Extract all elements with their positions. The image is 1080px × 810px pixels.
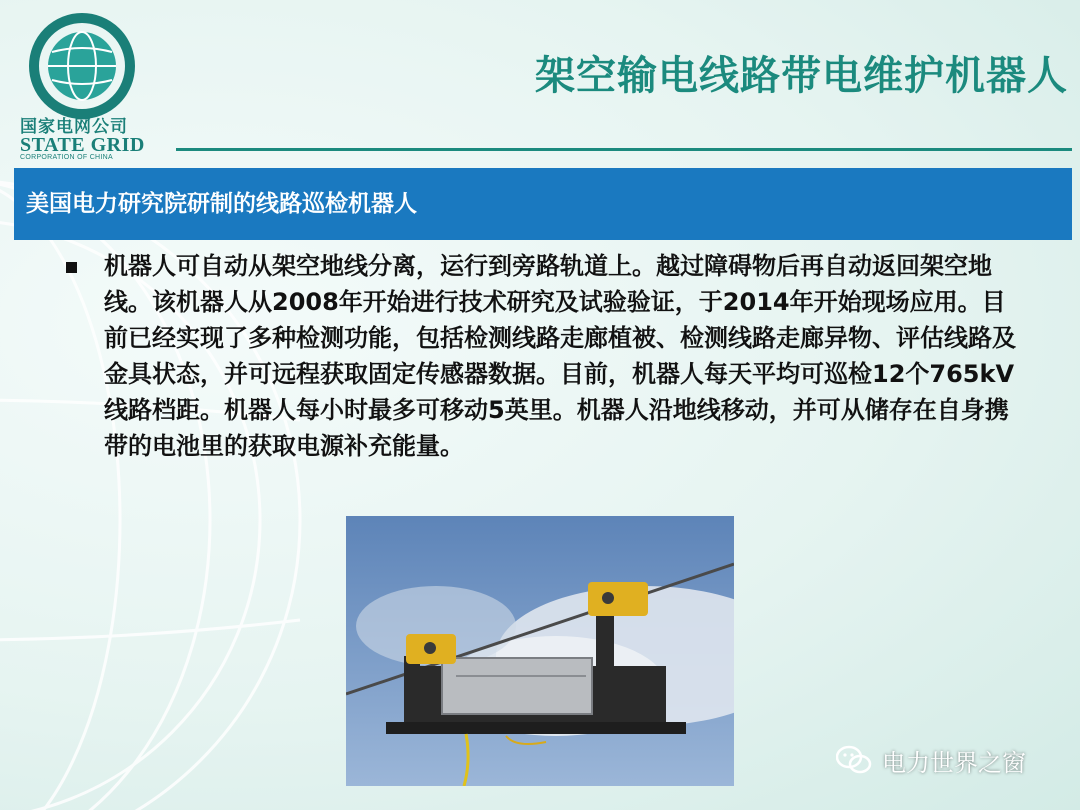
bullet-paragraph: 机器人可自动从架空地线分离，运行到旁路轨道上。越过障碍物后再自动返回架空地线。该机器人从2008年开始进行技术研究及试验验证，于2014年开始现场应用。目前已经实现了多种检测功能，包括检测线路走廊植被、检测线路走廊异物、评估线路及金具状态，并可远程获取固定传感器数据。目前，机器人每天平均可巡检12个765kV线路档距。机器人每小时最多可移动5英里。机器人沿地线移动，并可从储存在自身携带的电池里的获取电源补充能量。 — [104, 252, 1016, 460]
logo-chinese-name: 国家电网公司 — [20, 117, 128, 137]
robot-photo — [346, 516, 734, 786]
wechat-watermark — [836, 742, 1026, 778]
logo-english-name: STATE GRID — [20, 134, 145, 156]
section-heading: 美国电力研究院研制的线路巡检机器人 — [14, 168, 1072, 240]
bullet-square-icon — [66, 262, 77, 273]
page-title: 架空输电线路带电维护机器人 — [535, 53, 1068, 99]
logo-subtitle: CORPORATION OF CHINA — [20, 154, 113, 161]
title-underline — [176, 148, 1072, 151]
watermark-text: 电力世界之窗 — [882, 748, 1026, 777]
wechat-icon — [836, 745, 872, 775]
